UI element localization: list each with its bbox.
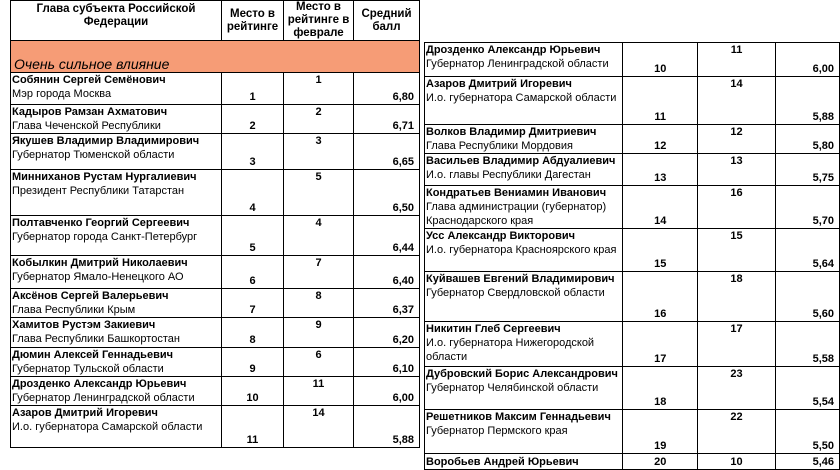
rating-place-february: 12 [698,125,775,154]
rating-place: 6 [222,256,284,289]
rating-place-february: 15 [698,229,775,272]
table-row [425,77,840,125]
average-score: 6,10 [354,348,420,377]
rating-place: 10 [222,377,284,406]
person-name: Усс Александр Викторович [426,230,575,242]
rating-place: 18 [623,367,698,410]
header-name: Глава субъекта Российской Федерации [11,1,222,41]
person-name: Дрозденко Александр Юрьевич [12,378,187,390]
person-position: Глава Республики Мордовия [426,140,573,152]
average-score: 6,40 [354,256,420,289]
person-name: Куйвашев Евгений Владимирович [426,273,615,285]
person-name: Минниханов Рустам Нургалиевич [12,171,197,183]
table-row [11,216,420,256]
person-position: Президент Республики Татарстан [12,185,185,197]
person-position: Губернатор Тульской области [12,363,164,375]
rating-place: 20 [623,454,698,470]
rating-place: 16 [623,272,698,322]
table-row [425,186,840,229]
left-rating-table [10,0,420,448]
rating-place-february: 9 [284,318,354,348]
rating-place: 11 [623,77,698,125]
rating-place-february: 22 [698,410,775,454]
person-cell [425,154,623,186]
header-score: Средний балл [354,1,420,41]
average-score: 5,75 [775,154,839,186]
table-row [425,125,840,154]
person-name: Азаров Дмитрий Игоревич [12,407,158,419]
person-cell [11,105,222,134]
table-row [11,348,420,377]
person-cell [11,377,222,406]
person-name: Якушев Владимир Владимирович [12,135,200,147]
rating-place-february: 4 [284,216,354,256]
person-cell [425,454,623,470]
table-row [11,170,420,216]
person-name: Хамитов Рустэм Закиевич [12,319,156,331]
person-position: Глава Республики Крым [12,304,136,316]
average-score: 6,71 [354,105,420,134]
person-cell [11,289,222,318]
person-name: Азаров Дмитрий Игоревич [426,78,572,90]
rating-place: 15 [623,229,698,272]
person-cell [11,348,222,377]
average-score: 5,80 [775,125,839,154]
rating-place-february: 23 [698,367,775,410]
person-name: Дрозденко Александр Юрьевич [426,44,601,56]
average-score: 6,44 [354,216,420,256]
person-cell [425,125,623,154]
rating-place: 1 [222,73,284,105]
average-score: 5,88 [354,406,420,448]
person-position: Губернатор Ямало-Ненецкого АО [12,271,184,283]
rating-place: 12 [623,125,698,154]
average-score: 5,58 [775,322,839,367]
rating-place-february: 11 [284,377,354,406]
table-row [425,229,840,272]
table-row [11,105,420,134]
rating-place: 5 [222,216,284,256]
rating-place-february: 6 [284,348,354,377]
person-name: Аксёнов Сергей Валерьевич [12,290,169,302]
table-row [425,322,840,367]
rating-place: 2 [222,105,284,134]
average-score: 5,64 [775,229,839,272]
rating-place-february: 18 [698,272,775,322]
rating-place-february: 1 [284,73,354,105]
table-row [11,377,420,406]
person-position: Губернатор Ленинградской области [426,58,609,70]
rating-place-february: 13 [698,154,775,186]
rating-place-february: 11 [698,43,775,77]
rating-place-february: 5 [284,170,354,216]
average-score: 6,37 [354,289,420,318]
person-cell [11,73,222,105]
rating-place-february: 10 [698,454,775,470]
person-position: Губернатор Ленинградской области [12,392,195,404]
person-position: Губернатор Тюменской области [12,149,175,161]
person-cell [11,170,222,216]
person-cell [11,318,222,348]
person-name: Решетников Максим Геннадьевич [426,411,611,423]
rating-place-february: 3 [284,134,354,170]
person-cell [425,367,623,410]
average-score: 6,00 [354,377,420,406]
header-place-feb: Место в рейтинге в феврале [284,1,354,41]
person-cell [425,77,623,125]
rating-place-february: 14 [284,406,354,448]
person-name: Волков Владимир Дмитриевич [426,126,597,138]
person-position: Мэр города Москва [12,88,112,100]
person-position: Глава Республики Башкортостан [12,333,180,345]
rating-place: 4 [222,170,284,216]
person-cell [425,322,623,367]
person-position: И.о. губернатора Самарской области [426,92,617,104]
average-score: 5,46 [775,454,839,470]
person-position: И.о. главы Республики Дагестан [426,169,591,181]
rating-place: 10 [623,43,698,77]
person-name: Собянин Сергей Семёнович [12,74,166,86]
rating-place-february: 2 [284,105,354,134]
average-score: 6,00 [775,43,839,77]
table-row [425,43,840,77]
average-score: 6,65 [354,134,420,170]
rating-place-february: 7 [284,256,354,289]
table-row [11,318,420,348]
table-row [11,256,420,289]
header-place: Место в рейтинге [222,1,284,41]
person-position: Губернатор Челябинской области [426,382,599,394]
rating-place-february: 16 [698,186,775,229]
average-score: 6,50 [354,170,420,216]
rating-place: 13 [623,154,698,186]
person-position: И.о. губернатора Нижегородской области [426,337,595,363]
average-score: 5,88 [775,77,839,125]
person-cell [425,186,623,229]
person-position: Глава Чеченской Республики [12,120,161,132]
rating-place: 3 [222,134,284,170]
person-cell [425,272,623,322]
rating-place: 7 [222,289,284,318]
table-row [425,272,840,322]
person-cell [425,410,623,454]
person-position: Губернатор Свердловской области [426,287,605,299]
average-score: 5,70 [775,186,839,229]
table-row [425,367,840,410]
average-score: 5,54 [775,367,839,410]
person-cell [11,134,222,170]
table-row [425,410,840,454]
person-name: Воробьев Андрей Юрьевич [426,455,579,468]
person-cell [11,216,222,256]
person-name: Васильев Владимир Абдуалиевич [426,155,616,167]
table-row [11,289,420,318]
person-name: Дубровский Борис Александрович [426,368,618,380]
person-cell [11,256,222,289]
table-row [425,154,840,186]
table-row [11,134,420,170]
rating-place: 17 [623,322,698,367]
person-position: Губернатор Пермского края [426,425,568,437]
average-score: 6,20 [354,318,420,348]
section-very-strong: Очень сильное влияние [11,41,420,73]
average-score: 5,60 [775,272,839,322]
rating-place: 8 [222,318,284,348]
rating-place-february: 8 [284,289,354,318]
person-name: Никитин Глеб Сергеевич [426,323,561,335]
person-name: Полтавченко Георгий Сергеевич [12,217,190,229]
rating-place-february: 17 [698,322,775,367]
rating-place: 11 [222,406,284,448]
table-row [11,73,420,105]
person-cell [425,229,623,272]
person-name: Кадыров Рамзан Ахматович [12,106,168,118]
table-row [11,406,420,448]
average-score: 5,50 [775,410,839,454]
rating-place: 14 [623,186,698,229]
right-rating-table [424,42,840,470]
rating-place: 19 [623,410,698,454]
person-name: Кобылкин Дмитрий Николаевич [12,257,188,269]
person-position: И.о. губернатора Самарской области [12,421,203,433]
person-name: Дюмин Алексей Геннадьевич [12,349,173,361]
table-row [425,454,840,470]
average-score: 6,80 [354,73,420,105]
rating-place-february: 14 [698,77,775,125]
person-position: И.о. губернатора Красноярского края [426,244,617,256]
rating-place: 9 [222,348,284,377]
person-position: Глава администрации (губернатор) Краснодарского края [426,201,607,227]
person-name: Кондратьев Вениамин Иванович [426,187,607,199]
person-cell [425,43,623,77]
person-cell [11,406,222,448]
person-position: Губернатор города Санкт-Петербург [12,231,198,243]
